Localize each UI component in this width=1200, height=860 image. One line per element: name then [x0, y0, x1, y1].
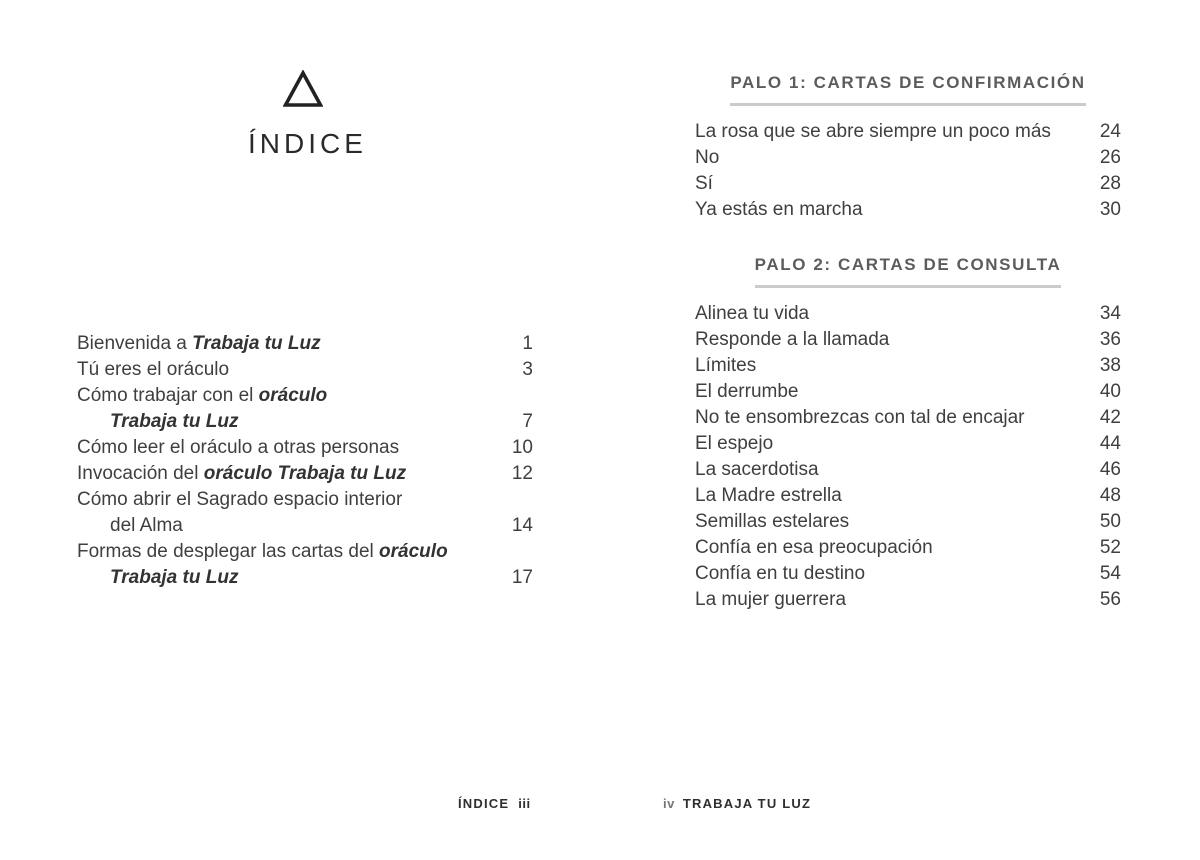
toc-entry-page: 17 [511, 567, 533, 588]
toc-entry [695, 119, 1121, 145]
toc-entry [695, 353, 1121, 379]
toc-entry-title [77, 383, 327, 409]
toc-entry-page: 30 [1099, 199, 1121, 220]
toc-entry [77, 383, 533, 409]
toc-entry-title [77, 565, 238, 591]
toc-entry [695, 431, 1121, 457]
toc-entry-title [695, 145, 719, 171]
toc-entry-page: 40 [1099, 381, 1121, 402]
toc-entry-title [77, 487, 402, 513]
toc-entry-page: 14 [511, 515, 533, 536]
toc-entry-segment: Invocación del [77, 463, 204, 484]
toc-entry-page: 1 [522, 333, 533, 354]
toc-entry-title [695, 197, 863, 223]
toc-entry-segment: Tú eres el oráculo [77, 359, 230, 380]
footer-left-folio: iii [518, 796, 531, 811]
footer-right [663, 796, 811, 811]
toc-entry-title [695, 535, 933, 561]
footer-left [458, 796, 531, 811]
toc-entry-segment: Confía en tu destino [695, 563, 866, 584]
toc-entry-page: 44 [1099, 433, 1121, 454]
toc-entry [77, 461, 533, 487]
toc-entry-page: 50 [1099, 511, 1121, 532]
toc-entry-title [695, 301, 809, 327]
toc-entry-segment: Cómo trabajar con el [77, 385, 259, 406]
toc-entry-title [77, 409, 238, 435]
toc-entry-segment: Trabaja tu Luz [110, 411, 239, 432]
toc-entry-title [695, 561, 865, 587]
section-heading: PALO 2: CARTAS DE CONSULTA [755, 252, 1062, 288]
toc-entry-page: 38 [1099, 355, 1121, 376]
toc-entry-segment: Sí [695, 173, 713, 194]
toc-entry-title [77, 331, 321, 357]
triangle-icon [283, 70, 323, 108]
toc-entry-segment: Formas de desplegar las cartas del [77, 541, 380, 562]
toc-entry-segment: Responde a la llamada [695, 329, 890, 350]
toc-entry-title [695, 327, 889, 353]
toc-entry-segment: El espejo [695, 433, 774, 454]
toc-entry-page: 52 [1099, 537, 1121, 558]
page-title: ÍNDICE [248, 128, 367, 159]
section-heading: PALO 1: CARTAS DE CONFIRMACIÓN [730, 70, 1085, 106]
toc-entry [695, 457, 1121, 483]
toc-entry-title [77, 357, 229, 383]
toc-entry-segment: del Alma [110, 515, 183, 536]
toc-entry [695, 379, 1121, 405]
toc-entry-title [77, 539, 448, 565]
toc-entry-segment: oráculo [379, 541, 448, 562]
toc-entry [77, 357, 533, 383]
toc-entry-segment: oráculo [258, 385, 328, 406]
toc-entry-title [695, 379, 799, 405]
toc-entry-segment: Confía en esa preocupación [695, 537, 933, 558]
toc-entry-title [695, 119, 1051, 145]
toc-entry-page: 54 [1099, 563, 1121, 584]
toc-entry [77, 513, 533, 539]
toc-entry [77, 487, 533, 513]
toc-entry [695, 301, 1121, 327]
toc-entry-title [77, 513, 183, 539]
toc-entry-page: 34 [1099, 303, 1121, 324]
toc-entry-segment: No te ensombrezcas con tal de encajar [695, 407, 1025, 428]
toc-entry-segment: Cómo abrir el Sagrado espacio interior [77, 489, 403, 510]
footer-right-folio: iv [663, 796, 675, 811]
toc-list-left [77, 331, 533, 591]
toc-entry [695, 483, 1121, 509]
toc-entry [77, 409, 533, 435]
toc-entry-title [695, 483, 842, 509]
toc-entry-title [695, 587, 846, 613]
toc-entry-segment: La Madre estrella [695, 485, 842, 506]
toc-entry [695, 509, 1121, 535]
section-heading-wrap [695, 252, 1121, 288]
toc-entry-page: 24 [1099, 121, 1121, 142]
toc-entry-page: 3 [522, 359, 533, 380]
toc-entry-title [77, 435, 399, 461]
toc-entry-title [695, 509, 849, 535]
toc-entry [77, 539, 533, 565]
toc-entry-segment: Alinea tu vida [695, 303, 810, 324]
toc-entry-title [695, 353, 756, 379]
toc-sections-right [695, 70, 1121, 642]
toc-entry-title [695, 431, 773, 457]
toc-entry [695, 587, 1121, 613]
toc-entry-page: 28 [1099, 173, 1121, 194]
toc-entry-page: 26 [1099, 147, 1121, 168]
toc-entry-title [695, 405, 1025, 431]
footer-left-label: ÍNDICE [458, 796, 510, 811]
toc-entry-title [695, 171, 713, 197]
footer-right-label: TRABAJA TU LUZ [682, 796, 812, 811]
toc-entry-segment: Bienvenida a [77, 333, 193, 354]
toc-entry [695, 171, 1121, 197]
toc-entry-page: 7 [522, 411, 533, 432]
toc-entry-page: 46 [1099, 459, 1121, 480]
toc-entry-segment: Trabaja tu Luz [110, 567, 239, 588]
toc-entry-segment: La sacerdotisa [695, 459, 819, 480]
toc-entry [77, 565, 533, 591]
toc-entry-page: 48 [1099, 485, 1121, 506]
toc-entry-segment: Trabaja tu Luz [192, 333, 321, 354]
toc-entry [695, 145, 1121, 171]
toc-entry-page: 42 [1099, 407, 1121, 428]
toc-entry [695, 405, 1121, 431]
toc-entry-page: 12 [511, 463, 533, 484]
toc-entry-segment: Semillas estelares [695, 511, 850, 532]
toc-entry [695, 197, 1121, 223]
toc-entry [695, 327, 1121, 353]
toc-section [695, 252, 1121, 613]
toc-entry [77, 435, 533, 461]
toc-entry-title [77, 461, 406, 487]
toc-section [695, 70, 1121, 223]
toc-entry [695, 535, 1121, 561]
toc-entry-page: 36 [1099, 329, 1121, 350]
toc-entry-segment: Ya estás en marcha [695, 199, 863, 220]
toc-entry-segment: Límites [695, 355, 757, 376]
toc-entry-page: 10 [511, 437, 533, 458]
toc-entry-segment: El derrumbe [695, 381, 799, 402]
toc-entry-segment: Cómo leer el oráculo a otras personas [77, 437, 400, 458]
toc-entry-segment: No [695, 147, 720, 168]
toc-entry-page: 56 [1099, 589, 1121, 610]
toc-entry-segment: La rosa que se abre siempre un poco más [695, 121, 1051, 142]
toc-entry [695, 561, 1121, 587]
section-heading-wrap [695, 70, 1121, 106]
toc-entry-segment: La mujer guerrera [695, 589, 847, 610]
toc-entry-segment: oráculo Trabaja tu Luz [203, 463, 407, 484]
toc-entry-title [695, 457, 819, 483]
toc-entry [77, 331, 533, 357]
